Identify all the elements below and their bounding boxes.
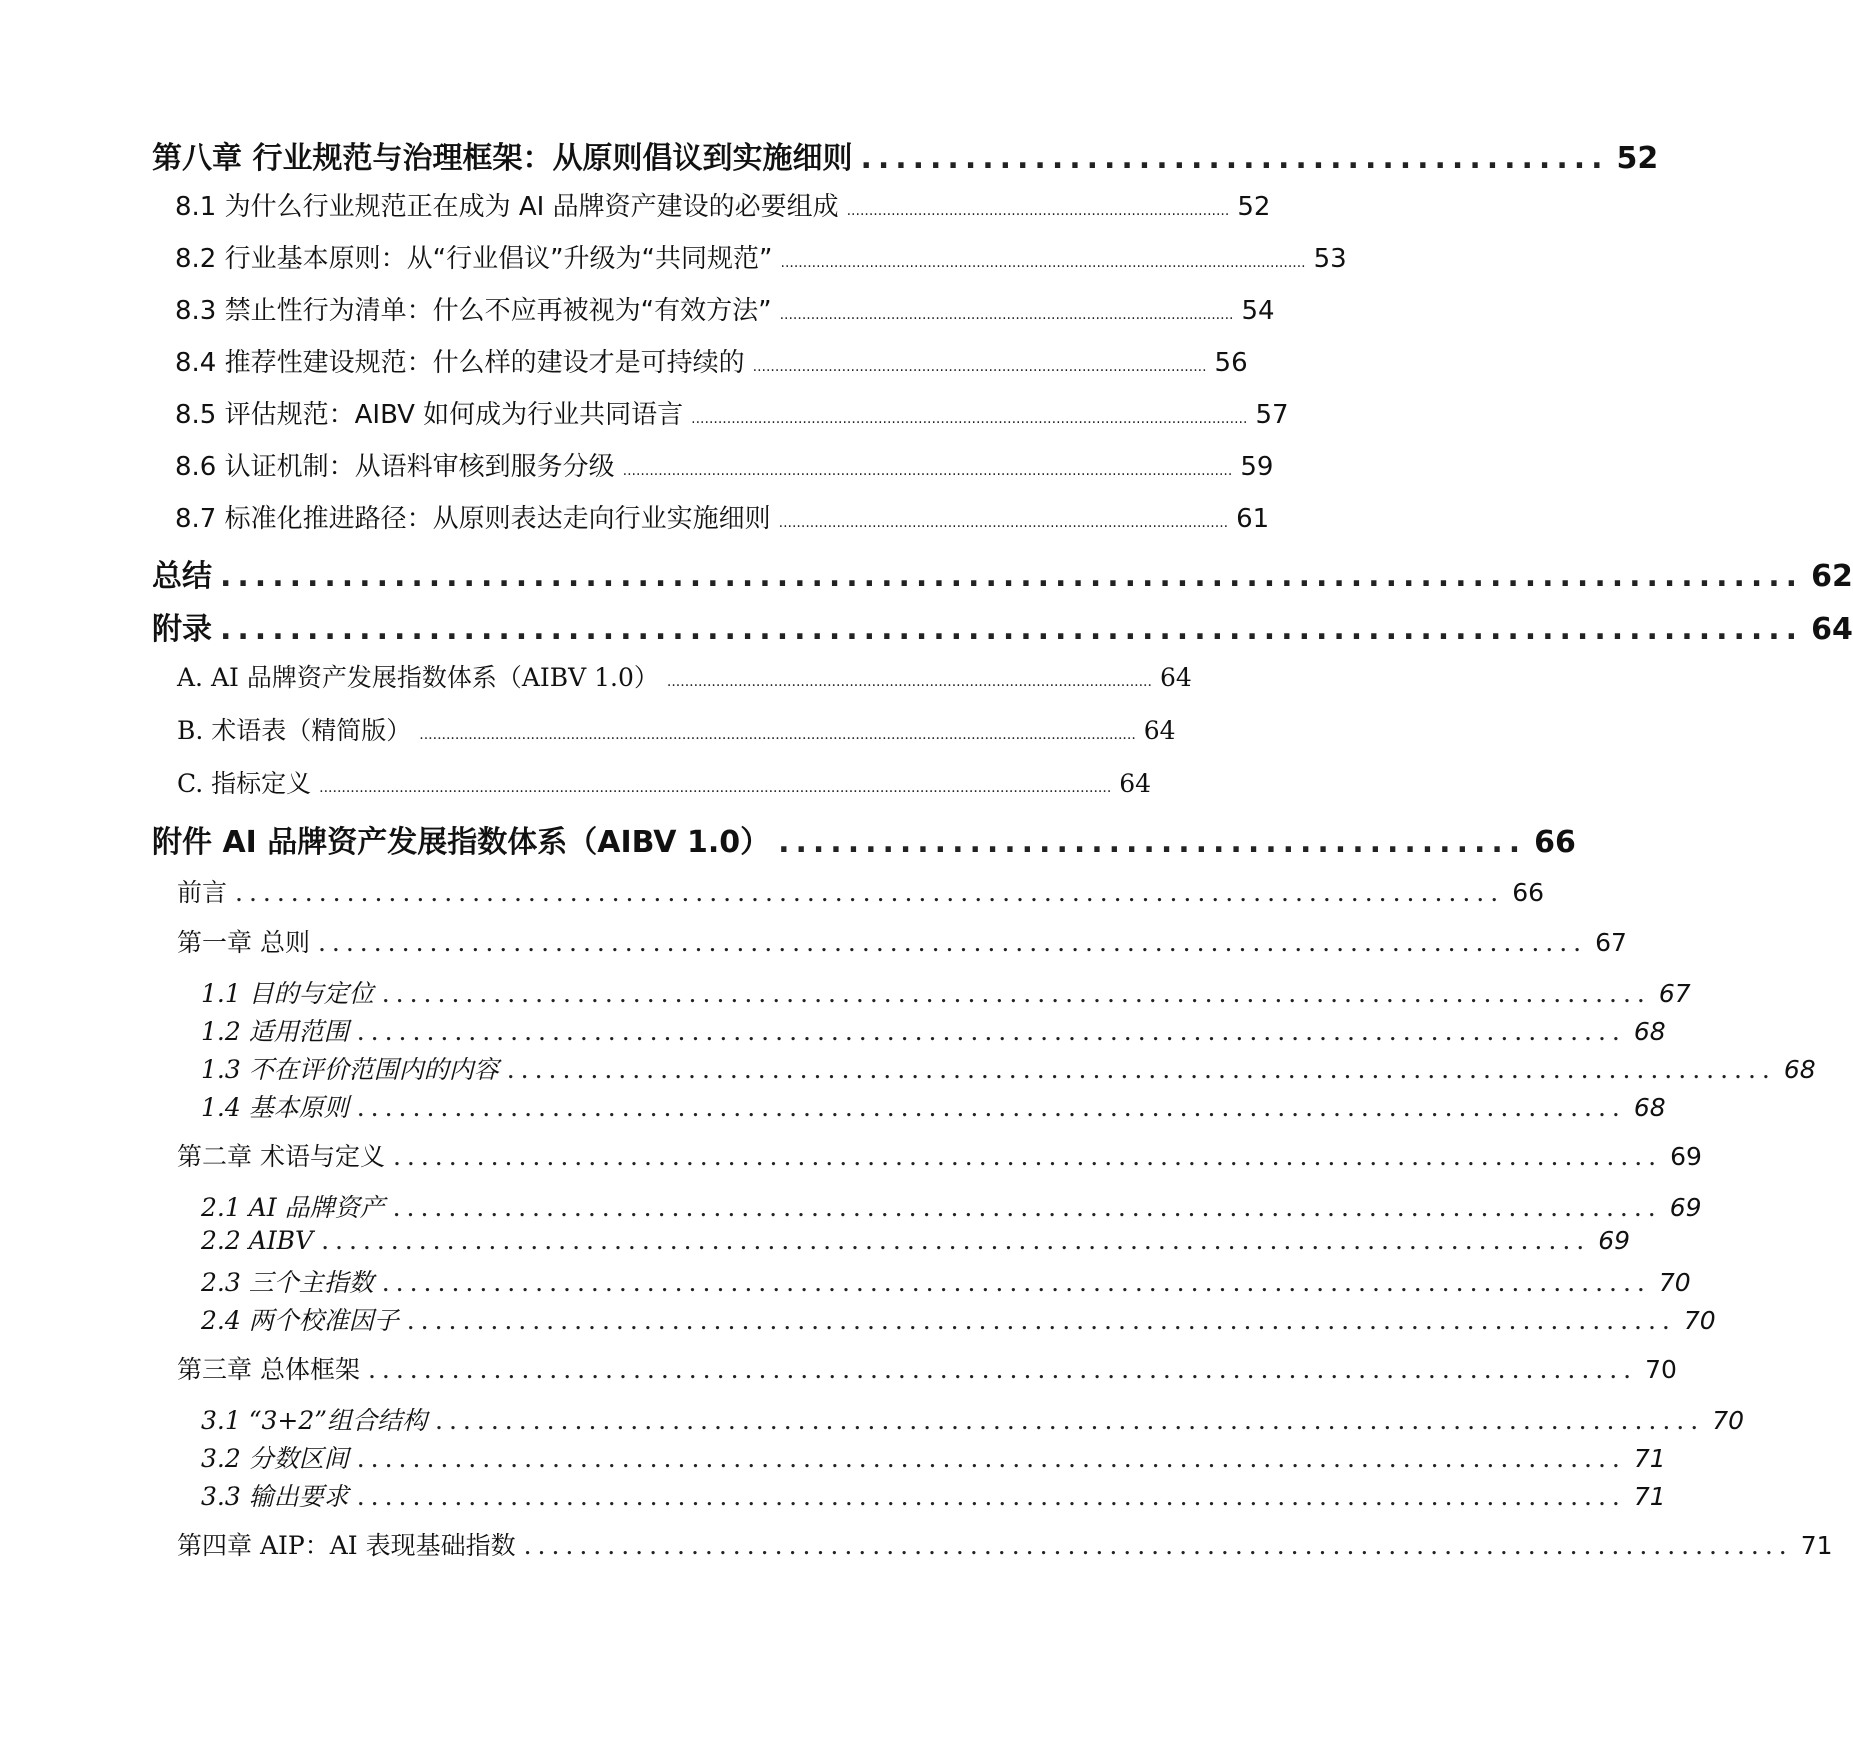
toc-page-number: 68 [1633, 1017, 1666, 1046]
toc-page-number: 67 [1658, 979, 1691, 1008]
toc-title: 附件 AI 品牌资产发展指数体系（AIBV 1.0） [152, 825, 771, 860]
toc-leader: ........................................................................................... [356, 1017, 1626, 1046]
toc-entry-appendix[interactable] [0, 604, 1853, 648]
toc-entry-ch3[interactable] [0, 1350, 1677, 1386]
toc-page-number: 61 [1236, 504, 1270, 534]
toc-title: 1.2 适用范围 [201, 1017, 349, 1046]
toc-title: 1.1 目的与定位 [201, 979, 374, 1008]
toc-leader: ........................................................................................... [321, 1226, 1591, 1255]
toc-page-number: 71 [1800, 1531, 1833, 1560]
toc-leader: ........................................................................................... [356, 1444, 1626, 1473]
toc-title: 第三章 总体框架 [177, 1355, 360, 1384]
toc-entry-ch4[interactable] [0, 1526, 1833, 1562]
toc-leader: .................................................................................................................................................................................. [319, 780, 1112, 796]
toc-page-number: 64 [1143, 716, 1176, 745]
toc-entry-appendix-b[interactable] [0, 711, 1240, 747]
toc-title: 8.6 认证机制：从语料审核到服务分级 [175, 452, 615, 482]
toc-page-number: 67 [1595, 928, 1627, 957]
toc-page-number: 64 [1119, 769, 1152, 798]
toc-title: 2.4 两个校准因子 [201, 1306, 399, 1335]
toc-title: B. 术语表（精简版） [177, 716, 412, 745]
toc-leader: ........................................................................................... [356, 1093, 1626, 1122]
toc-page-number: 70 [1658, 1268, 1691, 1297]
toc-page-number: 69 [1669, 1193, 1702, 1222]
toc-title: A. AI 品牌资产发展指数体系（AIBV 1.0） [177, 663, 659, 692]
toc-page-number: 64 [1811, 612, 1853, 647]
toc-leader: ........................................... [860, 141, 1609, 176]
toc-page-number: 69 [1598, 1226, 1631, 1255]
toc-page-number: 54 [1241, 296, 1275, 326]
toc-entry-2-4[interactable] [0, 1301, 1716, 1337]
toc-leader: ........................................................................................... [392, 1193, 1662, 1222]
toc-title: 第八章 行业规范与治理框架：从原则倡议到实施细则 [152, 141, 853, 176]
toc-entry-2-3[interactable] [0, 1263, 1691, 1299]
toc-entry-8-3[interactable] [0, 290, 1275, 327]
toc-entry-ch1[interactable] [0, 923, 1627, 959]
toc-title: 2.3 三个主指数 [201, 1268, 374, 1297]
toc-entry-8-5[interactable] [0, 394, 1289, 431]
toc-leader: ........................................................................................... [356, 1482, 1626, 1511]
toc-leader: ........................................................................................... [235, 878, 1505, 907]
toc-page-number: 52 [1237, 192, 1271, 222]
toc-entry-appendix-a[interactable] [0, 658, 1240, 694]
toc-title: 8.7 标准化推进路径：从原则表达走向行业实施细则 [175, 504, 771, 534]
toc-page-number: 70 [1645, 1355, 1677, 1384]
toc-entry-1-3[interactable] [0, 1050, 1816, 1086]
toc-title: 8.1 为什么行业规范正在成为 AI 品牌资产建设的必要组成 [175, 192, 839, 222]
toc-entry-3-1[interactable] [0, 1401, 1745, 1437]
toc-leader: ...................................................................................................................... [780, 255, 1306, 271]
toc-page-number: 59 [1240, 452, 1274, 482]
toc-title: 3.3 输出要求 [201, 1482, 349, 1511]
toc-entry-2-1[interactable] [0, 1188, 1702, 1224]
toc-page-number: 71 [1633, 1444, 1666, 1473]
toc-title: 8.4 推荐性建设规范：什么样的建设才是可持续的 [175, 348, 745, 378]
toc-title: 8.5 评估规范：AIBV 如何成为行业共同语言 [175, 400, 684, 430]
toc-leader: ......................................................................................................................................... [622, 463, 1233, 479]
toc-page-number: 53 [1313, 244, 1347, 274]
toc-page-number: 66 [1534, 825, 1576, 860]
toc-title: 第二章 术语与定义 [177, 1142, 385, 1171]
toc-entry-1-2[interactable] [0, 1012, 1666, 1048]
toc-entry-8-4[interactable] [0, 342, 1248, 379]
toc-entry-ch2[interactable] [0, 1137, 1702, 1173]
toc-leader: ........................................................................................... [523, 1531, 1793, 1560]
toc-leader: ..................................................................................................... [778, 515, 1229, 531]
toc-leader: ........................................................................................... [220, 559, 1804, 594]
toc-page-number: 52 [1616, 141, 1659, 176]
toc-entry-8-1[interactable] [0, 186, 1271, 223]
toc-title: 3.2 分数区间 [201, 1444, 349, 1473]
toc-leader: ...................................................................................... [846, 203, 1230, 219]
toc-page-number: 69 [1670, 1142, 1702, 1171]
toc-leader: ............................................................................................................................. [691, 411, 1248, 427]
toc-leader: ........................................................................................... [381, 1268, 1651, 1297]
toc-leader: ................................................................................................................................................................. [419, 727, 1136, 743]
toc-title: 总结 [152, 559, 212, 594]
toc-title: 附录 [152, 612, 212, 647]
toc-entry-summary[interactable] [0, 551, 1853, 595]
toc-leader: ........................................................................................... [406, 1306, 1676, 1335]
toc-leader: ........................................................................................... [381, 979, 1651, 1008]
toc-entry-2-2[interactable] [0, 1226, 1631, 1255]
toc-entry-3-2[interactable] [0, 1439, 1666, 1475]
toc-page-number: 64 [1159, 663, 1192, 692]
toc-leader: ...................................................................................................... [752, 359, 1207, 375]
toc-leader: ........................................................................................... [367, 1355, 1638, 1384]
toc-title: 1.4 基本原则 [201, 1093, 349, 1122]
toc-page-number: 62 [1811, 559, 1853, 594]
toc-title: 3.1 “3+2”组合结构 [201, 1406, 428, 1435]
toc-entry-chapter-8[interactable] [0, 133, 1659, 177]
toc-entry-preface[interactable] [0, 873, 1544, 909]
toc-page-number: 68 [1633, 1093, 1666, 1122]
toc-page-number: 71 [1633, 1482, 1666, 1511]
toc-leader: ........................................................................................... [220, 612, 1804, 647]
toc-page-number: 66 [1512, 878, 1544, 907]
toc-entry-8-6[interactable] [0, 446, 1274, 483]
toc-title: C. 指标定义 [177, 769, 312, 798]
toc-entry-8-7[interactable] [0, 498, 1270, 535]
toc-entry-1-4[interactable] [0, 1088, 1666, 1124]
toc-title: 8.2 行业基本原则：从“行业倡议”升级为“共同规范” [175, 244, 773, 274]
toc-leader: ........................................................................................... [506, 1055, 1776, 1084]
toc-page-number: 56 [1214, 348, 1248, 378]
toc-page-number: 70 [1712, 1406, 1745, 1435]
toc-title: 2.1 AI 品牌资产 [201, 1193, 385, 1222]
toc-leader: ...................................................................................................... [779, 307, 1234, 323]
toc-title: 8.3 禁止性行为清单：什么不应再被视为“有效方法” [175, 296, 772, 326]
toc-page-number: 70 [1683, 1306, 1716, 1335]
toc-title: 1.3 不在评价范围内的内容 [201, 1055, 499, 1084]
toc-page-number: 68 [1783, 1055, 1816, 1084]
toc-leader: ........................................................................................... [317, 928, 1588, 957]
toc-page-number: 57 [1255, 400, 1289, 430]
toc-title: 第一章 总则 [177, 928, 310, 957]
toc-leader: ............................................................................................................. [666, 674, 1152, 690]
toc-title: 前言 [177, 878, 228, 907]
toc-entry-1-1[interactable] [0, 974, 1691, 1010]
toc-leader: ........................................................................................... [435, 1406, 1705, 1435]
toc-entry-3-3[interactable] [0, 1477, 1666, 1513]
toc-entry-attachment[interactable] [0, 817, 1576, 861]
toc-leader: ........................................... [778, 825, 1527, 860]
toc-title: 第四章 AIP：AI 表现基础指数 [177, 1531, 516, 1560]
toc-title: 2.2 AIBV [201, 1226, 314, 1255]
toc-leader: ........................................................................................... [392, 1142, 1663, 1171]
toc-entry-8-2[interactable] [0, 238, 1347, 275]
toc-entry-appendix-c[interactable] [0, 764, 1240, 800]
